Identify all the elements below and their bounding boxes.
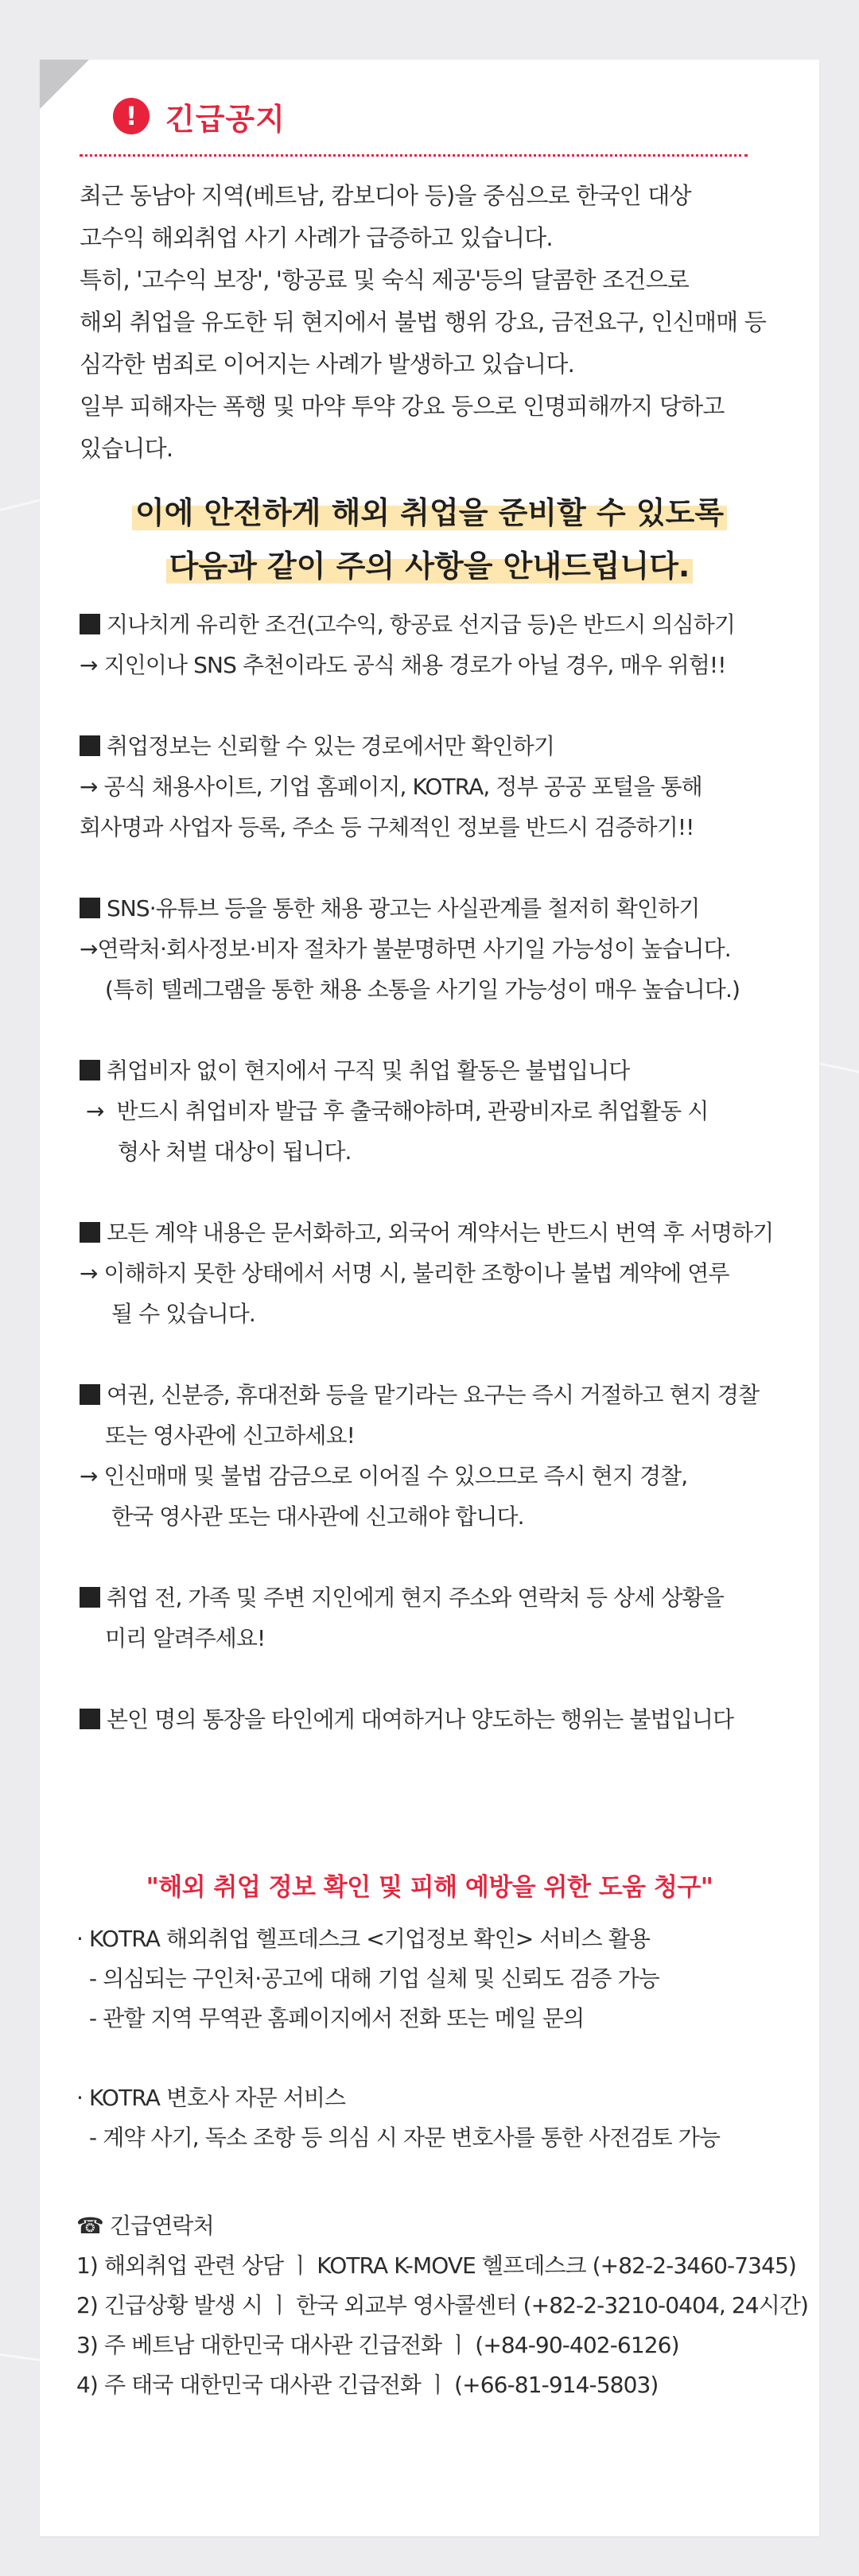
highlight-line: 이에 안전하게 해외 취업을 준비할 수 있도록 [132,495,727,530]
intro-line: 있습니다. [80,435,173,462]
caution-heading: 취업정보는 신뢰할 수 있는 경로에서만 확인하기 [107,733,554,759]
help-line: · KOTRA 변호사 자문 서비스 [76,2085,346,2111]
notice-header [113,94,286,138]
notice-title: 긴급공지 [165,101,286,137]
caution-detail: → 인신매매 및 불법 감금으로 이어질 수 있으므로 즉시 현지 경찰, [80,1463,688,1489]
contact-line: 2) 긴급상황 발생 시 ㅣ 한국 외교부 영사콜센터 (+82-2-3210-0404, 24시간) [76,2292,809,2318]
highlight-message [0,487,859,593]
caution-detail: 미리 알려주세요! [80,1625,266,1651]
square-bullet-icon [80,1384,100,1405]
intro-line: 일부 피해자는 폭행 및 마약 투약 강요 등으로 인명피해까지 당하고 [80,393,725,420]
exclamation-icon: ! [113,98,150,134]
caution-heading: 여권, 신분증, 휴대전화 등을 맡기라는 요구는 즉시 거절하고 현지 경찰 [107,1382,760,1408]
caution-item [80,1212,795,1334]
square-bullet-icon [80,1587,100,1608]
caution-detail: → 반드시 취업비자 발급 후 출국해야하며, 관광비자로 취업활동 시 [80,1098,709,1124]
square-bullet-icon [80,1060,100,1080]
contact-line: 1) 해외취업 관련 상담 ㅣ KOTRA K-MOVE 헬프데스크 (+82-2-3460-7345) [76,2252,796,2279]
help-line: - 관할 지역 무역관 홈페이지에서 전화 또는 메일 문의 [76,2005,585,2031]
intro-line: 특히, '고수익 보장', '항공료 및 숙식 제공'등의 달콤한 조건으로 [80,266,690,293]
caution-detail: → 공식 채용사이트, 기업 홈페이지, KOTRA, 정부 공공 포털을 통해 [80,774,702,800]
contact-line: 4) 주 태국 대한민국 대사관 긴급전화 ㅣ (+66-81-914-5803) [76,2372,659,2398]
caution-heading: 취업비자 없이 현지에서 구직 및 취업 활동은 불법입니다 [107,1057,630,1084]
caution-heading: 지나치게 유리한 조건(고수익, 항공료 선지급 등)은 반드시 의심하기 [107,611,736,638]
intro-line: 심각한 범죄로 이어지는 사례가 발생하고 있습니다. [80,351,575,378]
caution-item [80,888,795,1010]
caution-detail: →연락처·회사정보·비자 절차가 불분명하면 사기일 가능성이 높습니다. [80,936,731,962]
caution-item [80,726,795,848]
square-bullet-icon [80,1709,100,1729]
help-line: - 의심되는 구인처·공고에 대해 기업 실체 및 신뢰도 검증 가능 [76,1965,659,1992]
caution-item [80,1577,795,1658]
caution-item [80,604,795,685]
caution-detail: 또는 영사관에 신고하세요! [80,1422,355,1449]
caution-detail: 한국 영사관 또는 대사관에 신고해야 합니다. [80,1503,524,1530]
caution-heading: 본인 명의 통장을 타인에게 대여하거나 양도하는 행위는 불법입니다 [107,1706,734,1732]
help-line: - 계약 사기, 독소 조항 등 의심 시 자문 변호사를 통한 사전검토 가능 [76,2124,721,2151]
highlight-line: 다음과 같이 주의 사항을 안내드립니다. [166,549,694,584]
intro-line: 해외 취업을 유도한 뒤 현지에서 불법 행위 강요, 금전요구, 인신매매 등 [80,308,767,336]
caution-detail: → 지인이나 SNS 추천이라도 공식 채용 경로가 아닐 경우, 매우 위험!! [80,652,726,678]
caution-list [80,604,795,1740]
intro-line: 고수익 해외취업 사기 사례가 급증하고 있습니다. [80,224,553,251]
caution-heading: 모든 계약 내용은 문서화하고, 외국어 계약서는 반드시 번역 후 서명하기 [107,1220,774,1246]
caution-detail: 될 수 있습니다. [80,1301,255,1327]
caution-detail: 회사명과 사업자 등록, 주소 등 구체적인 정보를 반드시 검증하기!! [80,814,694,840]
caution-heading: 취업 전, 가족 및 주변 지인에게 현지 주소와 연락처 등 상세 상황을 [107,1585,724,1611]
square-bullet-icon [80,614,100,634]
contact-line: 3) 주 베트남 대한민국 대사관 긴급전화 ㅣ (+84-90-402-6126) [76,2332,679,2358]
help-line: · KOTRA 해외취업 헬프데스크 <기업정보 확인> 서비스 활용 [76,1926,651,1952]
caution-item [80,1050,795,1172]
help-section [76,1919,792,2158]
help-title: "해외 취업 정보 확인 및 피해 예방을 위한 도움 청구" [146,1873,713,1902]
intro-line: 최근 동남아 지역(베트남, 캄보디아 등)을 중심으로 한국인 대상 [80,182,691,209]
square-bullet-icon [80,1222,100,1243]
page-corner-fold [40,60,89,109]
contacts-heading: 긴급연락처 [109,2213,214,2239]
square-bullet-icon [80,735,100,756]
emergency-contacts [76,2206,809,2405]
phone-icon: ☎ [76,2213,103,2239]
square-bullet-icon [80,898,100,918]
caution-item [80,1699,795,1740]
title-divider [80,154,748,157]
caution-heading: SNS·유튜브 등을 통한 채용 광고는 사실관계를 철저히 확인하기 [107,895,700,921]
intro-text [80,175,779,470]
help-line [76,2039,792,2078]
caution-detail: (특히 텔레그램을 통한 채용 소통을 사기일 가능성이 매우 높습니다.) [80,976,740,1003]
caution-detail: → 이해하지 못한 상태에서 서명 시, 불리한 조항이나 불법 계약에 연루 [80,1260,729,1286]
caution-item [80,1375,795,1537]
caution-detail: 형사 처벌 대상이 됩니다. [80,1139,352,1165]
